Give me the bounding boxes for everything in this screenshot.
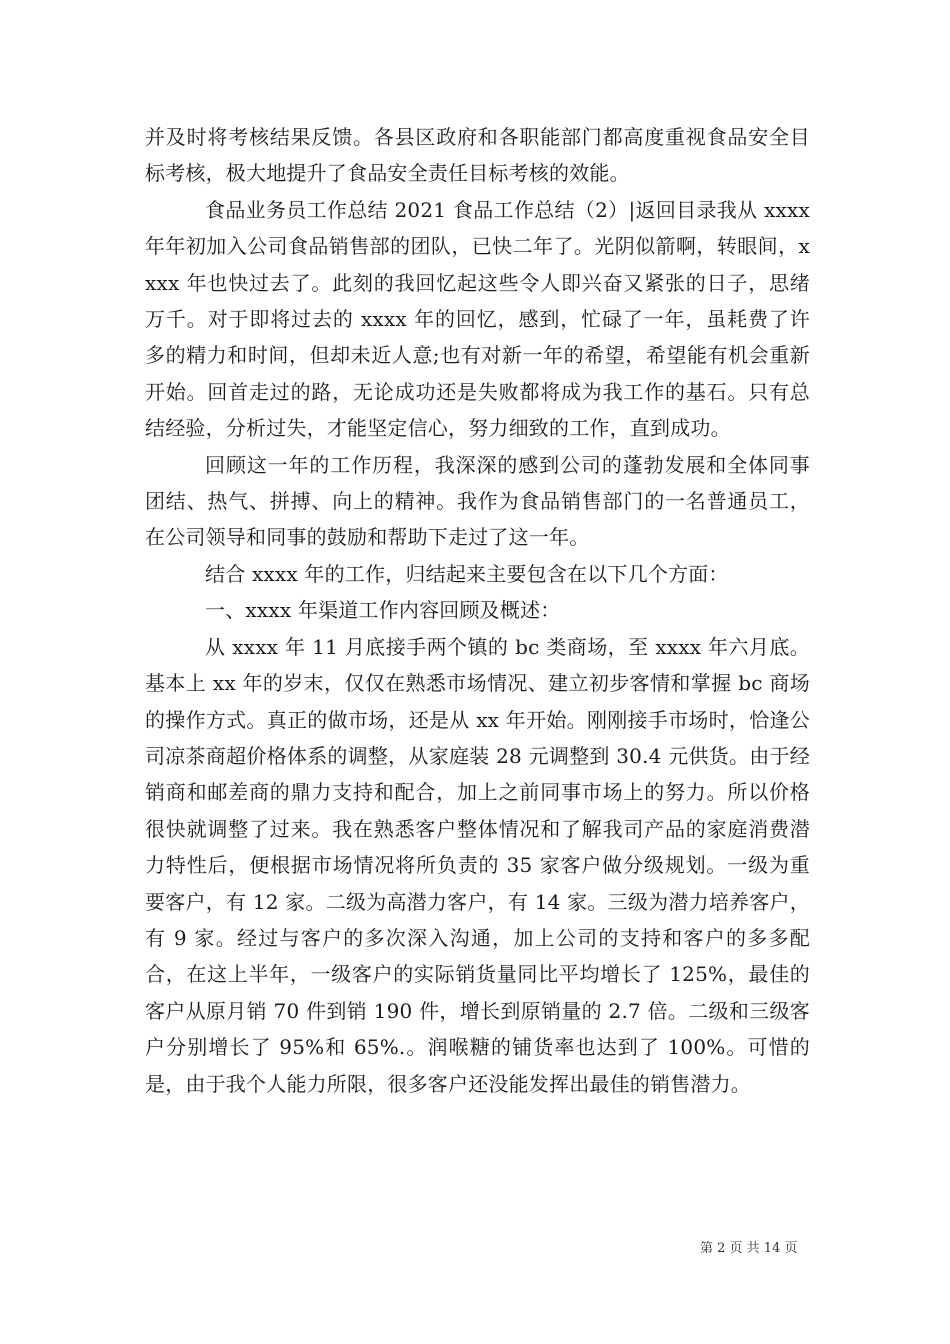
paragraph-4: 结合 xxxx 年的工作，归结起来主要包含在以下几个方面： <box>205 561 729 586</box>
document-body <box>145 119 810 1102</box>
paragraph-3: 回顾这一年的工作历程，我深深的感到公司的蓬勃发展和全体同事团结、热气、拼搏、向上的精神。我作为食品销售部门的一名普通员工，在公司领导和同事的鼓励和帮助下走过了这一年。 <box>145 452 810 550</box>
paragraph-1: 并及时将考核结果反馈。各县区政府和各职能部门都高度重视食品安全目标考核，极大地提升了食品安全责任目标考核的效能。 <box>145 125 810 186</box>
page-number-footer: 第 2 页 共 14 页 <box>700 1241 798 1256</box>
paragraph-6: 从 xxxx 年 11 月底接手两个镇的 bc 类商场，至 xxxx 年六月底。基本上 xx 年的岁末，仅仅在熟悉市场情况、建立初步客情和掌握 bc 商场的操作方式。真正的做市场，还是从 xx 年开始。刚刚接手市场时，恰逢公司凉茶商超价格体系的调整，从家庭装 28 元调整到 30.4 元供货。由于经销商和邮差商的鼎力支持和配合，加上之前同事市场上的努力。所以价格很快就调整了过来。我在熟悉客户整体情况和了解我司产品的家庭消费潜力特性后，便根据市场情况将所负责的 35 家客户做分级规划。一级为重要客户，有 12 家。二级为高潜力客户，有 14 家。三级为潜力培养客户，有 9 家。经过与客户的多次深入沟通，加上公司的支持和客户的多多配合，在这上半年，一级客户的实际销货量同比平均增长了 125%，最佳的客户从原月销 70 件到销 190 件，增长到原销量的 2.7 倍。二级和三级客户分别增长了 95%和 65%.。润喉糖的铺货率也达到了 100%。可惜的是，由于我个人能力所限，很多客户还没能发挥出最佳的销售潜力。 <box>145 634 810 1096</box>
paragraph-5: 一、xxxx 年渠道工作内容回顾及概述： <box>205 598 561 623</box>
paragraph-2: 食品业务员工作总结 2021 食品工作总结（2）|返回目录我从 xxxx 年年初加入公司食品销售部的团队，已快二年了。光阴似箭啊，转眼间，xxxx 年也快过去了。此刻的我回忆起这些令人即兴奋又紧张的日子，思绪万千。对于即将过去的 xxxx 年的回忆，感到，忙碌了一年，虽耗费了许多的精力和时间，但却未近人意;也有对新一年的希望，希望能有机会重新开始。回首走过的路，无论成功还是失败都将成为我工作的基石。只有总结经验，分析过失，才能坚定信心，努力细致的工作，直到成功。 <box>145 197 810 441</box>
